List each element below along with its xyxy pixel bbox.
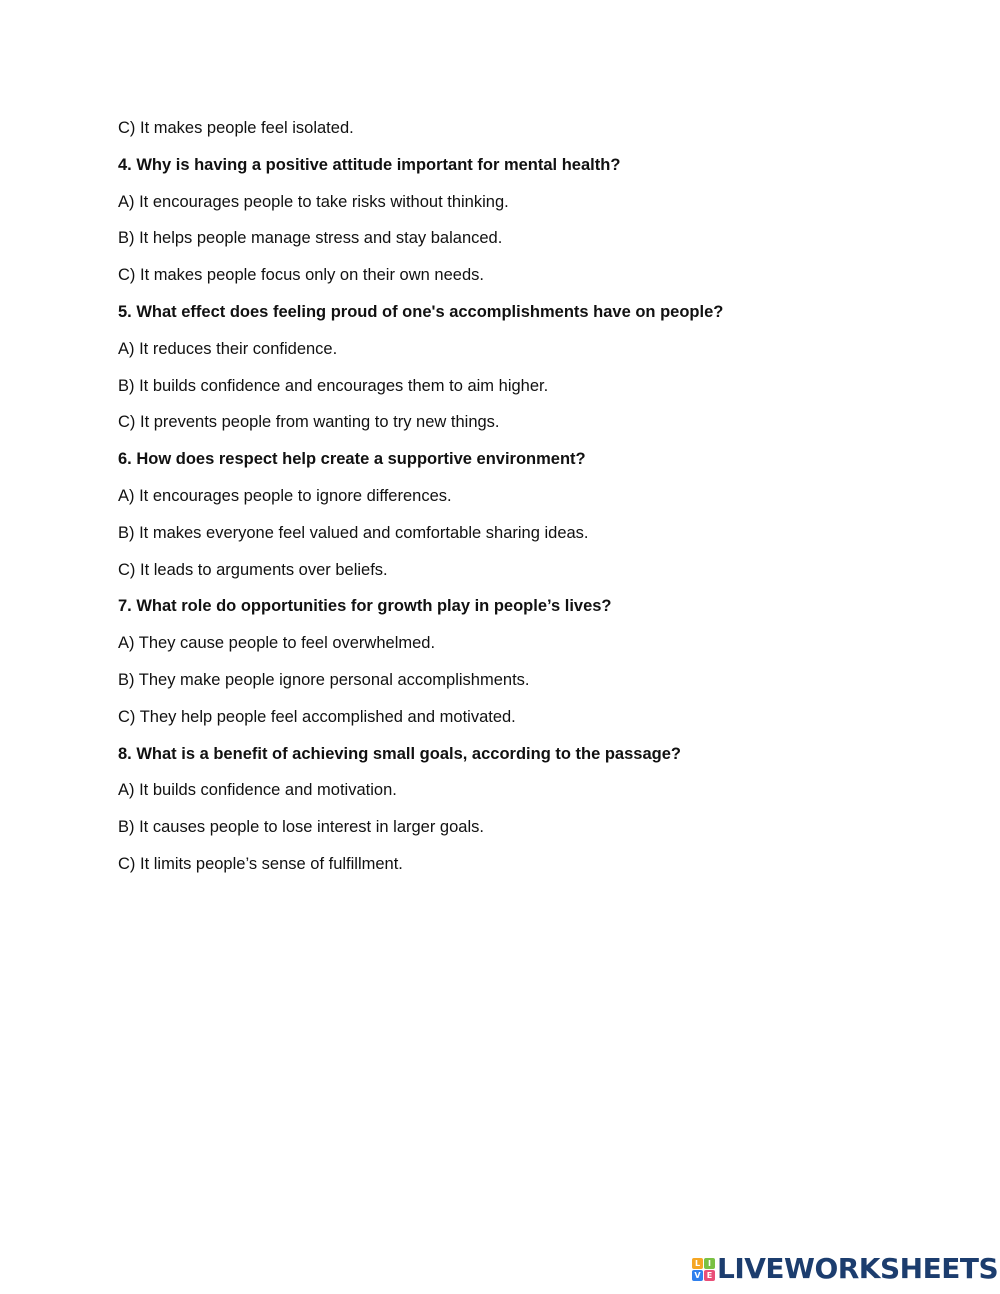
answer-option: B) It helps people manage stress and stay balanced.	[118, 229, 503, 248]
answer-option: C) It makes people feel isolated.	[118, 119, 354, 137]
logo-mark-letter-i: I	[704, 1258, 715, 1269]
answer-option: A) It builds confidence and motivation.	[118, 781, 397, 800]
question-text: 7. What role do opportunities for growth play in people’s lives?	[118, 597, 612, 616]
logo-mark-letter-l: L	[692, 1258, 703, 1269]
answer-option: C) They help people feel accomplished and motivated.	[118, 707, 516, 726]
answer-option: A) They cause people to feel overwhelmed.	[118, 634, 436, 653]
answer-option: B) It builds confidence and encourages them to aim higher.	[118, 376, 549, 395]
question-text: 4. Why is having a positive attitude important for mental health?	[118, 155, 621, 174]
worksheet-content	[118, 118, 938, 891]
answer-option: A) It encourages people to take risks without thinking.	[118, 192, 509, 211]
answer-option: C) It leads to arguments over beliefs.	[118, 560, 388, 579]
question-text: 5. What effect does feeling proud of one's accomplishments have on people?	[118, 302, 724, 321]
answer-option: B) It causes people to lose interest in larger goals.	[118, 818, 484, 837]
liveworksheets-logo	[692, 1254, 998, 1284]
logo-mark-letter-e: E	[704, 1270, 715, 1281]
logo-wordmark: LIVEWORKSHEETS	[717, 1252, 999, 1285]
answer-option: B) It makes everyone feel valued and comfortable sharing ideas.	[118, 523, 589, 542]
logo-mark-letter-v: V	[692, 1270, 703, 1281]
answer-option: A) It encourages people to ignore differences.	[118, 486, 452, 505]
answer-option: C) It prevents people from wanting to try new things.	[118, 413, 500, 432]
answer-option: A) It reduces their confidence.	[118, 339, 338, 358]
answer-option: B) They make people ignore personal accomplishments.	[118, 670, 530, 689]
answer-option: C) It makes people focus only on their own needs.	[118, 266, 484, 285]
answer-option: C) It limits people’s sense of fulfillment.	[118, 854, 403, 873]
question-text: 8. What is a benefit of achieving small goals, according to the passage?	[118, 744, 681, 763]
question-text: 6. How does respect help create a supportive environment?	[118, 450, 586, 469]
logo-mark-icon	[692, 1258, 715, 1281]
